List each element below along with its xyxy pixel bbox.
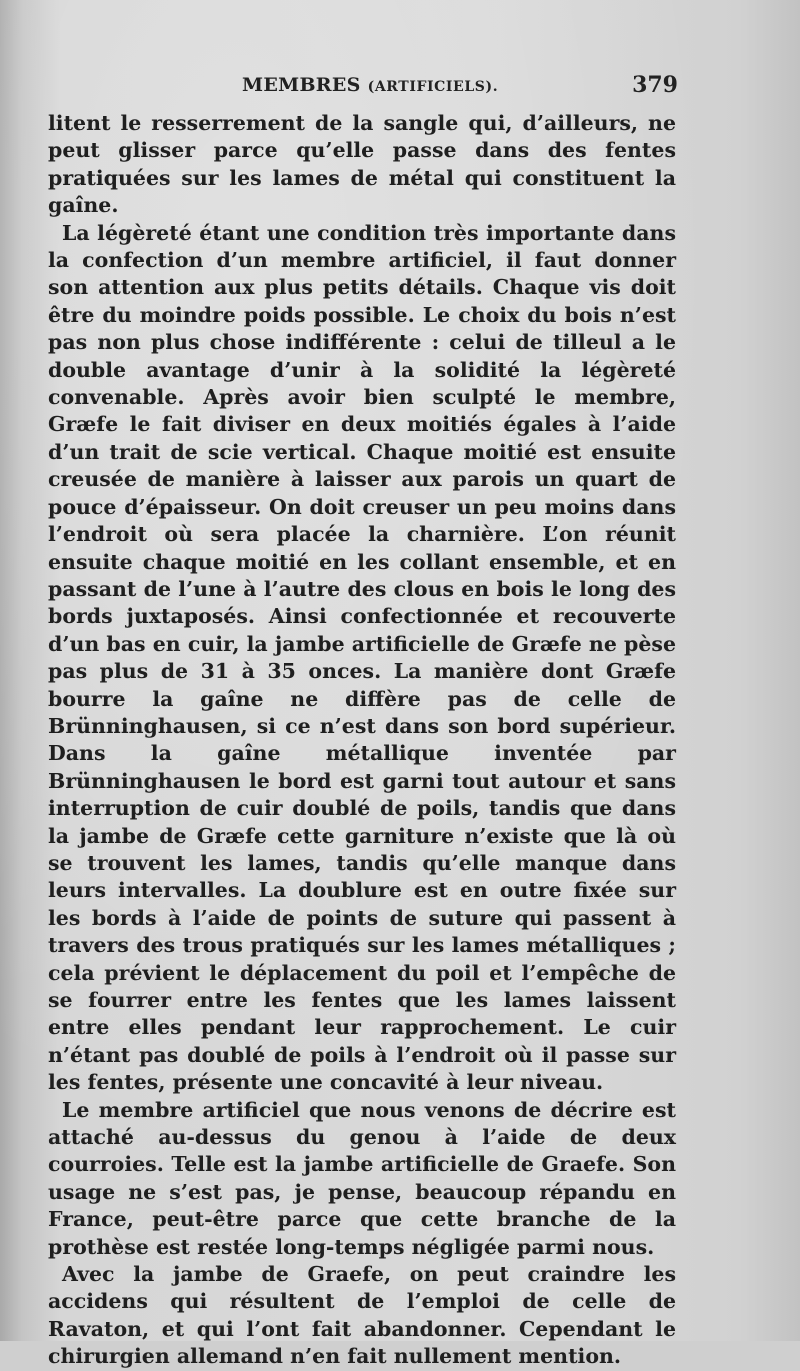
running-head-paren: (ARTIFICIELS). (367, 79, 499, 95)
page-number: 379 (632, 72, 678, 98)
running-head (242, 74, 498, 96)
running-head-main: MEMBRES (242, 74, 361, 96)
paragraph: Avec la jambe de Graefe, on peut craindre les accidens qui résultent de l’emploi de celle de Ravaton, et qui l’ont fait abandonner. Cependant le chirurgien allemand n’en fait nullement mention. (48, 1262, 676, 1369)
paragraph: Le membre artificiel que nous venons de décrire est attaché au-dessus du genou à l’aide de deux courroies. Telle est la jambe artificielle de Graefe. Son usage ne s’est pas, je pense, beaucoup répandu en France, peut-être parce que cette branche de la prothèse est restée long-temps négligée parmi nous. (48, 1097, 676, 1259)
paragraph: La légèreté étant une condition très importante dans la confection d’un membre artificiel, il faut donner son attention aux plus petits détails. Chaque vis doit être du moindre poids possible. Le choix du bois n’est pas non plus chose indifférente : celui de tilleul a le double avantage d’unir à la solidité la légèreté convenable. Après avoir bien sculpté le membre, Græfe le fait diviser en deux moitiés égales à l’aide d’un trait de scie vertical. Chaque moitié est ensuite creusée de manière à laisser aux parois un quart de pouce d’épaisseur. On doit creuser un peu moins dans l’endroit où sera placée la charnière. L’on réunit ensuite chaque moitié en les collant ensemble, et en passant de l’une à l’autre des clous en bois le long des bords juxtaposés. Ainsi confectionnée et recouverte d’un bas en cuir, la jambe artificielle de Græfe ne pèse pas plus de 31 à 35 onces. La manière dont Græfe bourre la gaîne ne diffère pas de celle de Brünninghausen, si ce n’est dans son bord supérieur. Dans la gaîne métallique inventée par Brünninghausen le bord est garni tout autour et sans interruption de cuir doublé de poils, tandis que dans la jambe de Græfe cette garniture n’existe que là où se trouvent les lames, tandis qu’elle manque dans leurs intervalles. La doublure est en outre fixée sur les bords à l’aide de points de suture qui passent à travers des trous pratiqués sur les lames métalliques ; cela prévient le déplacement du poil et l’empêche de se fourrer entre les fentes que les lames laissent entre elles pendant leur rapprochement. Le cuir n’étant pas doublé de poils à l’endroit où il passe sur les fentes, présente une concavité à leur niveau. (48, 220, 676, 1095)
paragraph: litent le resserrement de la sangle qui, d’ailleurs, ne peut glisser parce qu’elle passe dans des fentes pratiquées sur les lames de métal qui constituent la gaîne. (48, 111, 676, 218)
page-header (48, 72, 678, 102)
body-text (48, 110, 676, 1371)
